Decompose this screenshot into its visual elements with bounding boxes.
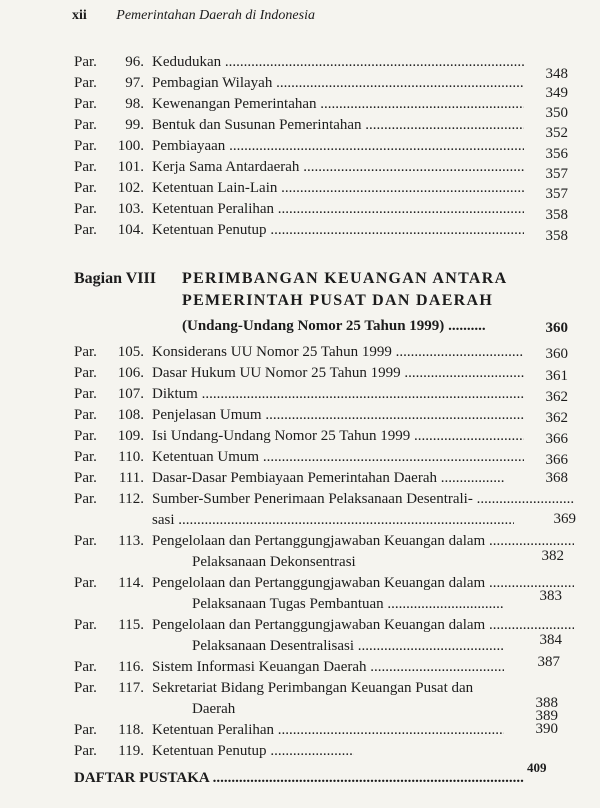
par-label: Par. — [74, 449, 97, 465]
page-ref: 352 — [545, 125, 568, 141]
entry-title: Bentuk dan Susunan Pemerintahan ..... — [152, 115, 524, 136]
par-number: 104. — [117, 222, 144, 238]
par-label: Par. — [74, 470, 97, 486]
toc-entry — [74, 199, 574, 223]
par-number: 98. — [125, 96, 144, 112]
entry-title-cont: Daerah — [192, 701, 236, 717]
entry-title-cont: Pelaksanaan Desentralisasi ..... — [192, 636, 504, 657]
page-ref: 382 — [541, 548, 564, 564]
page-ref: 369 — [553, 511, 576, 527]
par-number: 100. — [117, 138, 144, 154]
entry-title-cont: Pelaksanaan Dekonsentrasi — [192, 554, 356, 570]
page-number: xii — [72, 8, 87, 23]
page-ref: 387 — [537, 654, 560, 670]
page-header — [72, 8, 315, 24]
entry-title: Dasar Hukum UU Nomor 25 Tahun 1999 ..... — [152, 363, 524, 384]
par-number: 111. — [118, 470, 144, 486]
toc-entry — [74, 678, 574, 699]
toc-entry — [74, 157, 574, 182]
toc-entry — [74, 426, 574, 447]
par-number: 112. — [118, 491, 144, 507]
par-number: 99. — [125, 117, 144, 133]
par-number: 109. — [117, 428, 144, 444]
section-subtitle: (Undang-Undang Nomor 25 Tahun 1999) ..... — [182, 318, 486, 335]
page-ref: 349 — [545, 85, 568, 101]
entry-title: Pengelolaan dan Pertanggungjawaban Keuangan dalam ..... — [152, 531, 574, 552]
par-number: 118. — [118, 722, 144, 738]
par-number: 101. — [117, 159, 144, 175]
entry-title: Sumber-Sumber Penerimaan Pelaksanaan Desentrali- ..... — [152, 489, 574, 510]
par-number: 119. — [118, 743, 144, 759]
entry-title-cont: sasi ..... — [152, 510, 514, 531]
page-ref: 348 — [545, 66, 568, 82]
par-label: Par. — [74, 617, 97, 633]
par-label: Par. — [74, 491, 97, 507]
entry-title: Sistem Informasi Keuangan Daerah ..... — [152, 657, 504, 678]
par-number: 97. — [125, 75, 144, 91]
par-label: Par. — [74, 96, 97, 112]
page-ref: 368 — [545, 470, 568, 486]
page-ref: 383 — [539, 588, 562, 604]
entry-title: Isi Undang-Undang Nomor 25 Tahun 1999 ..... — [152, 426, 524, 447]
page-ref: 357 — [545, 186, 568, 202]
toc-entry — [74, 531, 574, 552]
entry-title: Diktum ..... — [152, 384, 524, 405]
toc-entry — [74, 468, 574, 489]
par-label: Par. — [74, 344, 97, 360]
toc-entry-continued — [74, 695, 574, 720]
par-label: Par. — [74, 743, 97, 759]
par-label: Par. — [74, 680, 97, 696]
toc-entry — [74, 615, 574, 636]
par-number: 115. — [118, 617, 144, 633]
daftar-page-ref: 409 — [527, 760, 547, 775]
par-label: Par. — [74, 117, 97, 133]
entry-title: Pembagian Wilayah ..... — [152, 73, 524, 94]
toc-entry-continued — [74, 632, 574, 657]
toc-entry — [74, 73, 574, 101]
entry-title: Penjelasan Umum ..... — [152, 405, 524, 426]
toc-entry — [74, 447, 574, 468]
toc-entry — [74, 136, 574, 162]
par-number: 116. — [118, 659, 144, 675]
page-ref: 356 — [545, 146, 568, 162]
entry-title: Ketentuan Penutup ..... — [152, 220, 524, 241]
section-title-line1: PERIMBANGAN KEUANGAN ANTARA — [182, 270, 508, 287]
par-number: 106. — [117, 365, 144, 381]
page-ref: 358 — [545, 228, 568, 244]
par-label: Par. — [74, 722, 97, 738]
page-ref: 361 — [545, 368, 568, 384]
par-number: 96. — [125, 54, 144, 70]
entry-title: Kerja Sama Antardaerah ..... — [152, 157, 524, 178]
page-ref: 388 — [535, 695, 558, 711]
toc-entry-continued — [74, 510, 574, 531]
page-ref: 390 — [535, 721, 558, 737]
par-number: 117. — [118, 680, 144, 696]
par-label: Par. — [74, 138, 97, 154]
entry-title: Pengelolaan dan Pertanggungjawaban Keuangan dalam ..... — [152, 573, 574, 594]
par-label: Par. — [74, 180, 97, 196]
entry-title: Pengelolaan dan Pertanggungjawaban Keuangan dalam ..... — [152, 615, 574, 636]
toc-entry — [74, 384, 574, 405]
section-label: Bagian VIII — [74, 270, 156, 287]
par-number: 108. — [117, 407, 144, 423]
entry-title: Kedudukan ..... — [152, 52, 524, 73]
daftar-pustaka: DAFTAR PUSTAKA ..... — [74, 770, 524, 787]
toc-list-b — [74, 342, 574, 762]
par-label: Par. — [74, 54, 97, 70]
toc-entry — [74, 220, 574, 244]
par-number: 110. — [118, 449, 144, 465]
page-ref: 357 — [545, 166, 568, 182]
entry-title: Pembiayaan ..... — [152, 136, 524, 157]
toc-entry — [74, 52, 574, 82]
toc-list-a — [74, 52, 574, 244]
toc-entry — [74, 654, 574, 678]
entry-title: Dasar-Dasar Pembiayaan Pemerintahan Daerah ..... — [152, 468, 504, 489]
par-label: Par. — [74, 428, 97, 444]
toc-entry — [74, 363, 574, 384]
par-number: 107. — [117, 386, 144, 402]
entry-title-cont: Pelaksanaan Tugas Pembantuan ..... — [192, 594, 504, 615]
toc-entry — [74, 342, 574, 363]
par-label: Par. — [74, 75, 97, 91]
toc-entry — [74, 178, 574, 202]
toc-entry — [74, 405, 574, 426]
par-label: Par. — [74, 386, 97, 402]
toc-entry-continued — [74, 588, 574, 615]
par-label: Par. — [74, 159, 97, 175]
page-ref: 384 — [539, 632, 562, 648]
par-number: 102. — [117, 180, 144, 196]
entry-title: Kewenangan Pemerintahan ..... — [152, 94, 524, 115]
par-label: Par. — [74, 575, 97, 591]
page-ref: 389 — [535, 708, 558, 724]
page-ref: 366 — [545, 431, 568, 447]
entry-title: Konsiderans UU Nomor 25 Tahun 1999 ..... — [152, 342, 524, 363]
page-ref: 360 — [545, 346, 568, 362]
toc-entry — [74, 94, 574, 121]
section-page-ref: 360 — [545, 320, 568, 336]
par-number: 103. — [117, 201, 144, 217]
par-label: Par. — [74, 201, 97, 217]
par-label: Par. — [74, 533, 97, 549]
par-label: Par. — [74, 222, 97, 238]
par-label: Par. — [74, 365, 97, 381]
toc-entry — [74, 573, 574, 594]
section-title-line2: PEMERINTAH PUSAT DAN DAERAH — [182, 292, 494, 309]
entry-title: Ketentuan Peralihan ..... — [152, 199, 524, 220]
par-number: 105. — [117, 344, 144, 360]
page-ref: 362 — [545, 410, 568, 426]
par-label: Par. — [74, 407, 97, 423]
toc-entry — [74, 489, 574, 510]
entry-title: Ketentuan Umum ..... — [152, 447, 524, 468]
par-label: Par. — [74, 659, 97, 675]
page-ref: 366 — [545, 452, 568, 468]
book-title: Pemerintahan Daerah di Indonesia — [116, 8, 315, 23]
entry-title: Sekretariat Bidang Perimbangan Keuangan Pusat dan — [152, 680, 474, 696]
par-number: 114. — [118, 575, 144, 591]
entry-title: Ketentuan Lain-Lain ..... — [152, 178, 524, 199]
page-ref: 362 — [545, 389, 568, 405]
par-number: 113. — [118, 533, 144, 549]
page-ref: 358 — [545, 207, 568, 223]
toc-entry — [74, 115, 574, 141]
toc-entry-continued — [74, 548, 574, 573]
entry-title: Ketentuan Penutup ..... — [152, 741, 354, 762]
entry-title: Ketentuan Peralihan ..... — [152, 720, 504, 741]
page-ref: 350 — [545, 105, 568, 121]
